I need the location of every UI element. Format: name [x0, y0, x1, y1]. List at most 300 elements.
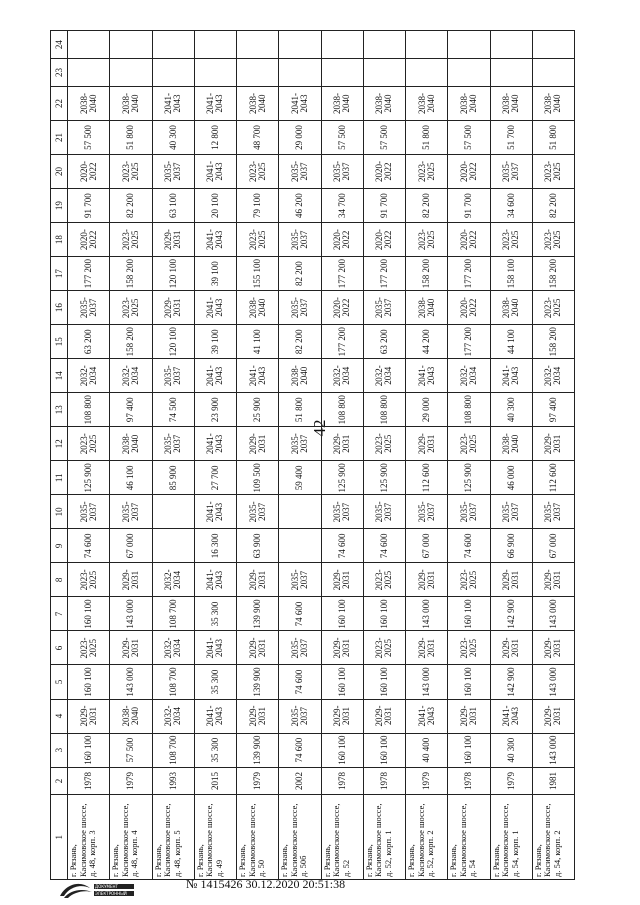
- table-cell: 2023-2025: [110, 223, 152, 257]
- table-cell: 120 100: [152, 325, 194, 359]
- table-cell: 2029-2031: [490, 563, 532, 597]
- table-cell: 2038-2040: [110, 86, 152, 120]
- table-cell: 46 000: [490, 461, 532, 495]
- table-cell: 2035-2037: [363, 291, 405, 325]
- table-cell: 74 600: [279, 597, 321, 631]
- table-cell: 63 200: [68, 325, 110, 359]
- table-cell: 2038-2040: [237, 291, 279, 325]
- table-cell: 2035-2037: [279, 699, 321, 733]
- table-cell: 155 100: [237, 257, 279, 291]
- table-cell: 51 800: [110, 120, 152, 154]
- table-cell: 1993: [152, 767, 194, 795]
- table-cell: 12 800: [194, 120, 236, 154]
- table-cell: 2020-2022: [321, 291, 363, 325]
- table-cell: 2023-2025: [448, 427, 490, 461]
- table-cell: 2035-2037: [68, 495, 110, 529]
- table-cell: 125 900: [321, 461, 363, 495]
- table-cell: 66 900: [490, 529, 532, 563]
- table-cell: 2023-2025: [532, 291, 574, 325]
- table-row: [448, 31, 490, 880]
- table-cell: 2023-2025: [68, 563, 110, 597]
- column-header-8: 8: [51, 563, 68, 597]
- column-header-14: 14: [51, 359, 68, 393]
- table-cell: [279, 495, 321, 529]
- table-cell: 2035-2037: [68, 291, 110, 325]
- table-cell: 160 100: [321, 665, 363, 699]
- table-cell: 2038-2040: [363, 86, 405, 120]
- column-header-6: 6: [51, 631, 68, 665]
- table-cell: 177 200: [448, 257, 490, 291]
- table-cell: 2038-2040: [490, 86, 532, 120]
- table-cell: 2029-2031: [532, 699, 574, 733]
- table-cell: 139 900: [237, 665, 279, 699]
- table-cell: [279, 31, 321, 59]
- table-cell: 1978: [448, 767, 490, 795]
- document-reference: № 1415426 30.12.2020 20:51:38: [186, 876, 346, 891]
- table-cell: [448, 31, 490, 59]
- table-cell: 2023-2025: [110, 291, 152, 325]
- table-cell: 2035-2037: [279, 155, 321, 189]
- table-cell: 74 600: [279, 665, 321, 699]
- table-cell: 2038-2040: [406, 86, 448, 120]
- table-cell: 25 900: [237, 393, 279, 427]
- table-cell: 74 600: [363, 529, 405, 563]
- column-header-2: 2: [51, 767, 68, 795]
- table-cell: 125 900: [448, 461, 490, 495]
- table-cell: 2023-2025: [406, 155, 448, 189]
- table-cell: 1979: [406, 767, 448, 795]
- table-cell: 74 600: [321, 529, 363, 563]
- table-cell: [68, 31, 110, 59]
- table-cell: 177 200: [363, 257, 405, 291]
- table-cell: 46 200: [279, 189, 321, 223]
- table-cell: 125 900: [68, 461, 110, 495]
- table-cell: 2023-2025: [363, 427, 405, 461]
- table-cell: [490, 59, 532, 87]
- table-cell: 2023-2025: [532, 223, 574, 257]
- column-header-15: 15: [51, 325, 68, 359]
- table-cell: 158 200: [532, 325, 574, 359]
- table-cell: 35 300: [194, 733, 236, 767]
- table-row: [152, 31, 194, 880]
- table-cell: 2029-2031: [406, 631, 448, 665]
- table-cell: 2023-2025: [110, 155, 152, 189]
- table-cell: 2029-2031: [68, 699, 110, 733]
- table-cell: 125 900: [363, 461, 405, 495]
- table-cell: [68, 59, 110, 87]
- table-cell: 2035-2037: [321, 495, 363, 529]
- address-cell: г. Рязань, Касимовское шоссе, д. 54: [448, 795, 490, 880]
- table-cell: 2029-2031: [490, 631, 532, 665]
- table-cell: 85 900: [152, 461, 194, 495]
- table-cell: 82 200: [279, 257, 321, 291]
- table-cell: 2035-2037: [152, 427, 194, 461]
- table-cell: 2038-2040: [321, 86, 363, 120]
- table-cell: 79 100: [237, 189, 279, 223]
- column-header-4: 4: [51, 699, 68, 733]
- table-cell: 1981: [532, 767, 574, 795]
- table-cell: 160 100: [448, 733, 490, 767]
- table-cell: 2041-2043: [152, 86, 194, 120]
- table-cell: 2035-2037: [152, 359, 194, 393]
- table-cell: 2020-2022: [448, 291, 490, 325]
- table-cell: 160 100: [68, 665, 110, 699]
- table-cell: 160 100: [363, 597, 405, 631]
- table-cell: [152, 529, 194, 563]
- table-cell: 35 300: [194, 665, 236, 699]
- table-cell: 2035-2037: [490, 155, 532, 189]
- table-cell: 59 400: [279, 461, 321, 495]
- table-cell: 2029-2031: [448, 699, 490, 733]
- table-cell: 23 900: [194, 393, 236, 427]
- table-cell: 63 100: [152, 189, 194, 223]
- table-cell: 2038-2040: [279, 359, 321, 393]
- column-header-16: 16: [51, 291, 68, 325]
- table-cell: 158 200: [110, 325, 152, 359]
- table-cell: 82 200: [110, 189, 152, 223]
- table-cell: 2029-2031: [110, 631, 152, 665]
- table-cell: 39 100: [194, 257, 236, 291]
- table-cell: 160 100: [448, 597, 490, 631]
- table-cell: 177 200: [448, 325, 490, 359]
- table-cell: 2023-2025: [363, 563, 405, 597]
- table-cell: 177 200: [321, 257, 363, 291]
- table-cell: 57 500: [363, 120, 405, 154]
- address-cell: г. Рязань, Касимовское шоссе, д. 48, корп. 5: [152, 795, 194, 880]
- table-cell: [321, 59, 363, 87]
- table-cell: 57 500: [321, 120, 363, 154]
- column-header-12: 12: [51, 427, 68, 461]
- table-cell: [194, 59, 236, 87]
- table-cell: 2035-2037: [321, 155, 363, 189]
- table-cell: 2020-2022: [448, 155, 490, 189]
- table-cell: 67 000: [532, 529, 574, 563]
- table-cell: 51 700: [490, 120, 532, 154]
- table-cell: 74 600: [279, 733, 321, 767]
- table-cell: 2038-2040: [490, 427, 532, 461]
- table-cell: 2035-2037: [490, 495, 532, 529]
- table-cell: 1978: [321, 767, 363, 795]
- table-cell: 82 200: [279, 325, 321, 359]
- table-cell: [406, 31, 448, 59]
- table-cell: 57 500: [68, 120, 110, 154]
- table-cell: 112 600: [532, 461, 574, 495]
- table-cell: 143 000: [532, 733, 574, 767]
- table-cell: 74 600: [448, 529, 490, 563]
- table-cell: 160 100: [448, 665, 490, 699]
- table-cell: 2041-2043: [237, 359, 279, 393]
- table-cell: 74 500: [152, 393, 194, 427]
- table-cell: 40 400: [406, 733, 448, 767]
- table-cell: 2032-2034: [68, 359, 110, 393]
- table-row: [363, 31, 405, 880]
- table-cell: 82 200: [532, 189, 574, 223]
- table-cell: 1978: [363, 767, 405, 795]
- table-cell: 160 100: [321, 597, 363, 631]
- table-cell: 2035-2037: [152, 155, 194, 189]
- repair-schedule-table: [50, 30, 575, 880]
- table-cell: 2029-2031: [321, 563, 363, 597]
- table-cell: 74 600: [68, 529, 110, 563]
- table-cell: 2041-2043: [490, 699, 532, 733]
- table-cell: 97 400: [532, 393, 574, 427]
- table-cell: 39 100: [194, 325, 236, 359]
- table-cell: 57 500: [448, 120, 490, 154]
- table-cell: 2035-2037: [110, 495, 152, 529]
- table-cell: 2020-2022: [68, 223, 110, 257]
- address-cell: г. Рязань, Касимовское шоссе, д. 52: [321, 795, 363, 880]
- table-cell: 2041-2043: [490, 359, 532, 393]
- table-cell: 143 000: [406, 665, 448, 699]
- table-cell: 120 100: [152, 257, 194, 291]
- table-cell: 108 700: [152, 597, 194, 631]
- table-cell: [152, 495, 194, 529]
- table-cell: 2020-2022: [363, 223, 405, 257]
- table-cell: 108 800: [448, 393, 490, 427]
- table-cell: 2023-2025: [68, 631, 110, 665]
- table-cell: [194, 31, 236, 59]
- table-cell: 109 500: [237, 461, 279, 495]
- table-cell: 2038-2040: [406, 291, 448, 325]
- table-cell: 48 700: [237, 120, 279, 154]
- table-cell: 2023-2025: [490, 223, 532, 257]
- table-cell: [532, 31, 574, 59]
- address-cell: г. Рязань, Касимовское шоссе, д. 48, корп. 3: [68, 795, 110, 880]
- table-cell: [490, 31, 532, 59]
- table-cell: 2041-2043: [406, 359, 448, 393]
- table-cell: 40 300: [490, 733, 532, 767]
- table-cell: 34 600: [490, 189, 532, 223]
- column-header-21: 21: [51, 120, 68, 154]
- table-header-row: [51, 31, 68, 880]
- table-cell: 2041-2043: [194, 223, 236, 257]
- table-cell: [110, 31, 152, 59]
- table-cell: 40 300: [152, 120, 194, 154]
- table-cell: 2029-2031: [152, 223, 194, 257]
- table-cell: 46 100: [110, 461, 152, 495]
- table-cell: 108 800: [68, 393, 110, 427]
- table-cell: 142 900: [490, 597, 532, 631]
- table-cell: [279, 529, 321, 563]
- table-cell: 108 700: [152, 733, 194, 767]
- table-cell: 2041-2043: [194, 86, 236, 120]
- footer: [56, 874, 586, 904]
- table-row: [532, 31, 574, 880]
- address-cell: г. Рязань, Касимовское шоссе, д. 50б: [279, 795, 321, 880]
- table-cell: 158 200: [406, 257, 448, 291]
- table-cell: [237, 31, 279, 59]
- table-cell: [279, 59, 321, 87]
- table-cell: 2029-2031: [237, 699, 279, 733]
- table-cell: [152, 31, 194, 59]
- address-cell: г. Рязань, Касимовское шоссе, д. 48, корп. 4: [110, 795, 152, 880]
- table-cell: 82 200: [406, 189, 448, 223]
- table-row: [110, 31, 152, 880]
- table-cell: 2029-2031: [321, 699, 363, 733]
- table-cell: 139 900: [237, 597, 279, 631]
- table-cell: 2023-2025: [448, 563, 490, 597]
- address-cell: г. Рязань, Касимовское шоссе, д. 50: [237, 795, 279, 880]
- table-cell: 177 200: [68, 257, 110, 291]
- column-header-19: 19: [51, 189, 68, 223]
- table-cell: [237, 59, 279, 87]
- table-cell: 2029-2031: [237, 631, 279, 665]
- table-cell: 63 900: [237, 529, 279, 563]
- table-cell: 2038-2040: [110, 427, 152, 461]
- table-cell: 1979: [237, 767, 279, 795]
- table-cell: [321, 31, 363, 59]
- table-cell: 2029-2031: [321, 631, 363, 665]
- table-row: [68, 31, 110, 880]
- table-cell: 2032-2034: [152, 699, 194, 733]
- table-cell: 143 000: [532, 665, 574, 699]
- table-cell: 2023-2025: [363, 631, 405, 665]
- table-cell: 108 800: [363, 393, 405, 427]
- table-cell: 158 100: [490, 257, 532, 291]
- column-header-23: 23: [51, 59, 68, 87]
- table-cell: 1979: [110, 767, 152, 795]
- table-cell: 2035-2037: [279, 223, 321, 257]
- column-header-24: 24: [51, 31, 68, 59]
- address-cell: г. Рязань, Касимовское шоссе, д. 49: [194, 795, 236, 880]
- table-cell: 143 000: [406, 597, 448, 631]
- table-cell: 2029-2031: [406, 427, 448, 461]
- table-cell: 158 200: [532, 257, 574, 291]
- table-cell: 108 800: [321, 393, 363, 427]
- table-cell: 2041-2043: [194, 291, 236, 325]
- table-cell: 16 300: [194, 529, 236, 563]
- table-cell: 2029-2031: [532, 631, 574, 665]
- table-cell: 1979: [490, 767, 532, 795]
- page-number: 42: [310, 419, 329, 437]
- table-cell: 160 100: [363, 665, 405, 699]
- table-cell: 160 100: [321, 733, 363, 767]
- svg-text:ДОКУМЕНТ: ДОКУМЕНТ: [95, 884, 118, 889]
- table-cell: [532, 59, 574, 87]
- table-cell: 29 000: [406, 393, 448, 427]
- table-cell: 2035-2037: [279, 563, 321, 597]
- table-cell: 2035-2037: [448, 495, 490, 529]
- table-cell: 34 700: [321, 189, 363, 223]
- table-cell: 2038-2040: [68, 86, 110, 120]
- table-cell: 2023-2025: [237, 223, 279, 257]
- table-cell: [448, 59, 490, 87]
- table-cell: 2029-2031: [237, 563, 279, 597]
- table-cell: 2032-2034: [363, 359, 405, 393]
- table-cell: [110, 59, 152, 87]
- address-cell: г. Рязань, Касимовское шоссе, д. 52, корп. 1: [363, 795, 405, 880]
- table-cell: 112 600: [406, 461, 448, 495]
- table-cell: 2041-2043: [279, 86, 321, 120]
- table-cell: 91 700: [68, 189, 110, 223]
- table-cell: 44 100: [490, 325, 532, 359]
- table-cell: 2041-2043: [194, 155, 236, 189]
- table-cell: 2032-2034: [152, 631, 194, 665]
- svg-text:ЭЛЕКТРОННЫЙ: ЭЛЕКТРОННЫЙ: [95, 891, 127, 896]
- table-cell: 142 900: [490, 665, 532, 699]
- table-cell: 2032-2034: [152, 563, 194, 597]
- table-cell: 51 800: [532, 120, 574, 154]
- table-cell: 2041-2043: [194, 563, 236, 597]
- table-row: [194, 31, 236, 880]
- table-cell: 2023-2025: [237, 155, 279, 189]
- e-signature-stamp-icon: [56, 874, 138, 902]
- table-cell: 143 000: [110, 665, 152, 699]
- table-cell: 2035-2037: [363, 495, 405, 529]
- table-cell: 2032-2034: [321, 359, 363, 393]
- table-row: [490, 31, 532, 880]
- column-header-13: 13: [51, 393, 68, 427]
- table-cell: 41 100: [237, 325, 279, 359]
- table-cell: 2029-2031: [237, 427, 279, 461]
- address-cell: г. Рязань, Касимовское шоссе, д. 52, корп. 2: [406, 795, 448, 880]
- table-cell: [363, 59, 405, 87]
- table-cell: 177 200: [321, 325, 363, 359]
- table-cell: 51 800: [406, 120, 448, 154]
- column-header-18: 18: [51, 223, 68, 257]
- table-cell: 143 000: [110, 597, 152, 631]
- table-cell: 63 200: [363, 325, 405, 359]
- table-cell: 51 800: [279, 393, 321, 427]
- table-cell: 2029-2031: [363, 699, 405, 733]
- table-cell: 2038-2040: [532, 86, 574, 120]
- table-cell: 20 100: [194, 189, 236, 223]
- table-cell: 67 000: [110, 529, 152, 563]
- table-cell: 2029-2031: [532, 563, 574, 597]
- address-cell: г. Рязань, Касимовское шоссе, д. 54, корп. 1: [490, 795, 532, 880]
- table-cell: 57 500: [110, 733, 152, 767]
- table-cell: 2020-2022: [448, 223, 490, 257]
- table-cell: 2035-2037: [406, 495, 448, 529]
- table-cell: 2023-2025: [532, 155, 574, 189]
- table-cell: [152, 59, 194, 87]
- table-cell: 2032-2034: [110, 359, 152, 393]
- table-cell: 2029-2031: [406, 563, 448, 597]
- table-cell: 2038-2040: [110, 699, 152, 733]
- table-cell: 2038-2040: [448, 86, 490, 120]
- column-header-3: 3: [51, 733, 68, 767]
- table-cell: 2023-2025: [406, 223, 448, 257]
- table-cell: 2035-2037: [279, 291, 321, 325]
- table-cell: 2015: [194, 767, 236, 795]
- table-cell: 2035-2037: [279, 631, 321, 665]
- table-cell: 108 700: [152, 665, 194, 699]
- table-cell: 2041-2043: [406, 699, 448, 733]
- table-cell: 2035-2037: [532, 495, 574, 529]
- column-header-10: 10: [51, 495, 68, 529]
- table-cell: 2029-2031: [532, 427, 574, 461]
- table-row: [406, 31, 448, 880]
- table-cell: 29 000: [279, 120, 321, 154]
- column-header-9: 9: [51, 529, 68, 563]
- table-cell: 2035-2037: [237, 495, 279, 529]
- column-header-20: 20: [51, 155, 68, 189]
- rotated-table-wrapper: [50, 30, 575, 880]
- table-cell: 2035-2037: [279, 427, 321, 461]
- table-cell: 35 300: [194, 597, 236, 631]
- table-cell: 160 100: [68, 733, 110, 767]
- address-cell: г. Рязань, Касимовское шоссе, д. 54, корп. 2: [532, 795, 574, 880]
- table-cell: 2041-2043: [194, 495, 236, 529]
- table-cell: 97 400: [110, 393, 152, 427]
- table-cell: 2032-2034: [448, 359, 490, 393]
- table-cell: 2020-2022: [68, 155, 110, 189]
- table-cell: 44 200: [406, 325, 448, 359]
- column-header-1: 1: [51, 795, 68, 880]
- table-cell: 2041-2043: [194, 699, 236, 733]
- table-cell: 2041-2043: [194, 359, 236, 393]
- table-cell: 160 100: [363, 733, 405, 767]
